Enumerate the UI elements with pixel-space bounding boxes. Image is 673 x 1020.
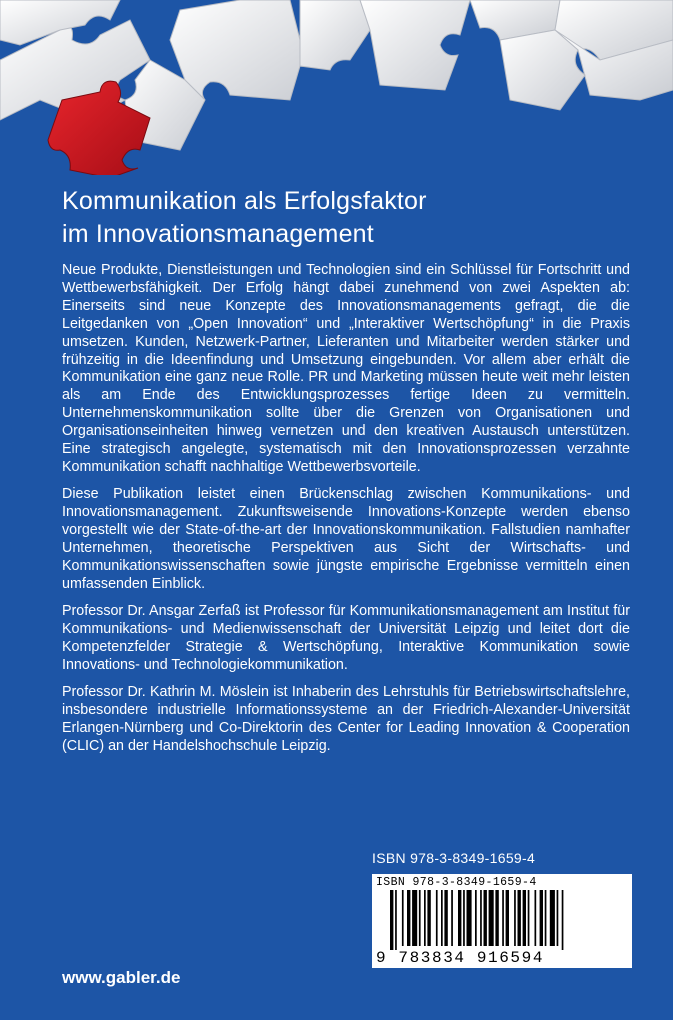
author-bio-zerfass: Professor Dr. Ansgar Zerfaß ist Professor für Kommunikationsmanagement am Institut für Kommunikations- und Medienwissenschaft der Universität Leipzig und leitet dort die Kompetenzfelder Strategie & Wertschöpfung, Interaktive Kommunikation sowie Innovations- und Technologiekommunikation.: [62, 603, 630, 674]
barcode-bar: [436, 890, 438, 946]
barcode-bar: [506, 890, 509, 946]
barcode-bar: [495, 890, 498, 946]
title-line-2: im Innovationsmanagement: [62, 220, 374, 248]
barcode-bar: [458, 890, 461, 946]
barcode-bar: [475, 890, 477, 946]
barcode-bar: [419, 890, 421, 946]
barcode-digits: 9 783834 916594: [376, 949, 545, 967]
barcode-bar: [412, 890, 417, 946]
barcode-bar: [540, 890, 543, 946]
barcode-bar: [518, 890, 521, 946]
barcode-bar: [427, 890, 430, 946]
barcode-bar: [424, 890, 426, 946]
barcode-bar: [463, 890, 465, 946]
blurb-paragraph-publication: Diese Publikation leistet einen Brückenschlag zwischen Kommunikations- und Innovationsmanagement. Zukunftsweisende Innovations-Konzepte werden ebenso vorgestellt wie der State-of-the-art der Innovationskommunikation. Fallstudien namhafter Unternehmen, theoretische Perspektiven aus Sicht der Wirtschafts- und Kommunikationswissenschaften sowie jüngste empirische Ergebnisse vermitteln einen umfassenden Einblick.: [62, 486, 630, 592]
puzzle-pieces-image: [0, 0, 673, 175]
barcode-bar: [467, 890, 472, 946]
barcode-bar: [502, 890, 504, 946]
barcode-bar: [514, 890, 516, 946]
barcode-bar: [528, 890, 530, 946]
barcode-bar: [390, 890, 393, 950]
barcode-bar: [535, 890, 537, 946]
author-bio-moeslein: Professor Dr. Kathrin M. Möslein ist Inhaberin des Lehrstuhls für Betriebswirtschaftslehre, insbesondere industrielle Informationssysteme an der Friedrich-Alexander-Universität Erlangen-Nürnberg und Co-Direktorin des Center for Leading Innovation & Cooperation (CLIC) an der Handelshochschule Leipzig.: [62, 684, 630, 755]
barcode-bar: [545, 890, 547, 946]
book-title: [62, 185, 622, 251]
barcode-bar: [407, 890, 410, 946]
barcode-bar: [402, 890, 404, 946]
barcode-bar: [451, 890, 453, 946]
barcode-bar: [523, 890, 526, 946]
barcode: [372, 874, 632, 968]
barcode-bar: [480, 890, 482, 946]
isbn-label: ISBN 978-3-8349-1659-4: [372, 850, 536, 866]
barcode-bars: [390, 890, 614, 950]
barcode-isbn-text: ISBN 978-3-8349-1659-4: [376, 876, 537, 889]
barcode-bar: [489, 890, 494, 946]
barcode-bar: [484, 890, 487, 946]
barcode-bar: [557, 890, 559, 946]
barcode-bar: [441, 890, 443, 946]
barcode-bar: [550, 890, 555, 946]
barcode-bar: [395, 890, 397, 950]
blurb: [62, 262, 630, 766]
blurb-paragraph-intro: Neue Produkte, Dienstleistungen und Technologien sind ein Schlüssel für Fortschritt und Wettbewerbsfähigkeit. Der Erfolg hängt dabei zunehmend von zwei Aspekten ab: Einerseits sind neue Konzepte des Innovationsmanagements gefragt, die die Leitgedanken von „Open Innovation“ und „Interaktiver Wertschöpfung“ in die Praxis umsetzen. Kunden, Netzwerk-Partner, Lieferanten und Mitarbeiter werden stärker und frühzeitig in die Ideenfindung und Umsetzung eingebunden. Vor allem aber erhält die Kommunikation eine ganz neue Rolle. PR und Marketing müssen heute weit mehr leisten als am Ende des Entwicklungsprozesses fertige Ideen zu vermitteln. Unternehmenskommunikation sollte über die Grenzen von Organisationen und Organisationseinheiten hinweg vernetzen und den kreativen Austausch unterstützen. Eine strategisch angelegte, systematisch mit den Innovationsprozessen verzahnte Kommunikation schafft nachhaltige Wettbewerbsvorteile.: [62, 262, 630, 475]
title-line-1: Kommunikation als Erfolgsfaktor: [62, 187, 427, 215]
barcode-bar: [444, 890, 447, 946]
barcode-bar: [562, 890, 564, 950]
publisher-url[interactable]: www.gabler.de: [62, 968, 181, 987]
